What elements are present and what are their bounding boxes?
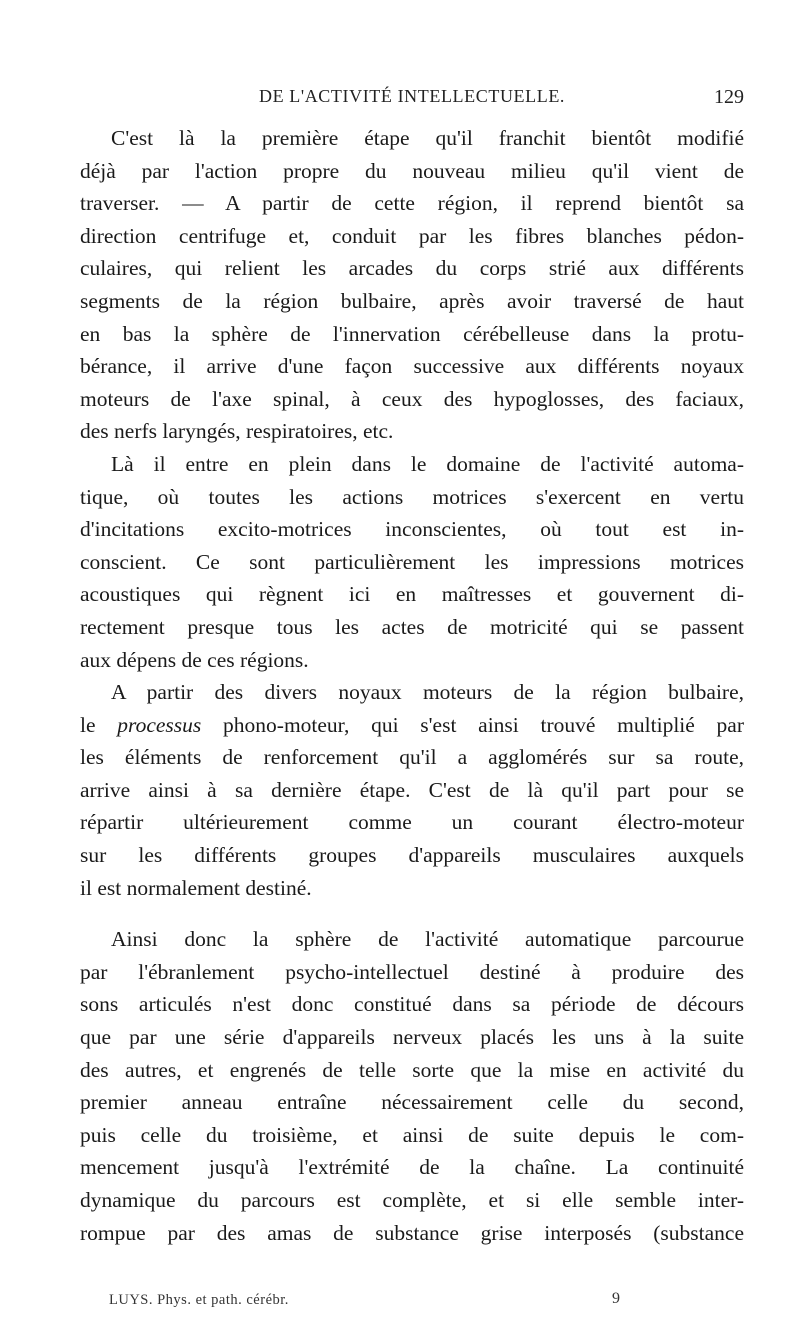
text-line: tique, où toutes les actions motrices s'exercent en vertu (80, 484, 744, 509)
text-line: aux dépens de ces régions. (80, 647, 309, 672)
text-line: mencement jusqu'à l'extrémité de la chaîne. La continuité (80, 1155, 744, 1180)
text-line: répartir ultérieurement comme un courant électro-moteur (80, 810, 744, 835)
paragraph-1 (80, 122, 744, 448)
text-line: premier anneau entraîne nécessairement celle du second, (80, 1090, 744, 1115)
running-head (80, 86, 744, 114)
page-number: 129 (714, 86, 744, 108)
body-text (80, 122, 744, 1249)
running-title: DE L'ACTIVITÉ INTELLECTUELLE. (258, 86, 566, 106)
paragraph-4 (80, 923, 744, 1249)
emphasis-word: processus (117, 712, 202, 737)
text-line: bérance, il arrive d'une façon successive aux différents noyaux (80, 354, 744, 379)
text-line: puis celle du troisième, et ainsi de suite depuis le com- (80, 1122, 744, 1147)
text-line-with-emphasis (80, 709, 744, 742)
text-line: rectement presque tous les actes de motricité qui se passent (80, 614, 744, 639)
text-line: traverser. — A partir de cette région, il reprend bientôt sa (80, 191, 744, 216)
text-line: C'est là la première étape qu'il franchit bientôt modifié (111, 126, 744, 150)
text-line: rompue par des amas de substance grise interposés (substance (80, 1220, 744, 1245)
text-line: par l'ébranlement psycho-intellectuel destiné à produire des (80, 959, 744, 984)
sheet-mark: 9 (612, 1290, 620, 1307)
text-line: il est normalement destiné. (80, 875, 312, 900)
text-prefix: le (80, 712, 118, 737)
text-line: culaires, qui relient les arcades du corps strié aux différents (80, 256, 744, 281)
text-line: sur les différents groupes d'appareils musculaires auxquels (80, 843, 744, 868)
text-line: Là il entre en plein dans le domaine de l'activité automa- (111, 451, 744, 476)
page-footer (109, 1292, 744, 1314)
text-line: A partir des divers noyaux moteurs de la région bulbaire, (111, 680, 744, 705)
text-line: conscient. Ce sont particulièrement les impressions motrices (80, 549, 744, 574)
text-line: en bas la sphère de l'innervation cérébelleuse dans la protu- (80, 321, 744, 346)
paragraph-2 (80, 448, 744, 676)
text-line: les éléments de renforcement qu'il a agglomérés sur sa route, (80, 745, 744, 770)
text-line: sons articulés n'est donc constitué dans sa période de décours (80, 992, 744, 1017)
text-line: d'incitations excito-motrices inconscientes, où tout est in- (80, 517, 744, 542)
text-line: acoustiques qui règnent ici en maîtresses et gouvernent di- (80, 582, 744, 607)
text-line: dynamique du parcours est complète, et si elle semble inter- (80, 1188, 744, 1212)
text-line: moteurs de l'axe spinal, à ceux des hypoglosses, des faciaux, (80, 386, 744, 411)
text-line: direction centrifuge et, conduit par les fibres blanches pédon- (80, 223, 744, 248)
text-line: des autres, et engrenés de telle sorte que la mise en activité du (80, 1057, 744, 1082)
text-line: déjà par l'action propre du nouveau milieu qu'il vient de (80, 158, 744, 183)
text-line: que par une série d'appareils nerveux placés les uns à la suite (80, 1025, 744, 1050)
text-line: Ainsi donc la sphère de l'activité automatique parcourue (111, 927, 744, 952)
text-rest: phono-moteur, qui s'est ainsi trouvé multiplié par (223, 712, 744, 737)
paragraph-3 (80, 676, 744, 904)
text-line: des nerfs laryngés, respiratoires, etc. (80, 419, 394, 444)
footer-signature: LUYS. Phys. et path. cérébr. (109, 1292, 289, 1308)
paragraph-gap (80, 904, 744, 923)
text-line: segments de la région bulbaire, après avoir traversé de haut (80, 288, 744, 313)
text-line: arrive ainsi à sa dernière étape. C'est de là qu'il part pour se (80, 777, 744, 802)
